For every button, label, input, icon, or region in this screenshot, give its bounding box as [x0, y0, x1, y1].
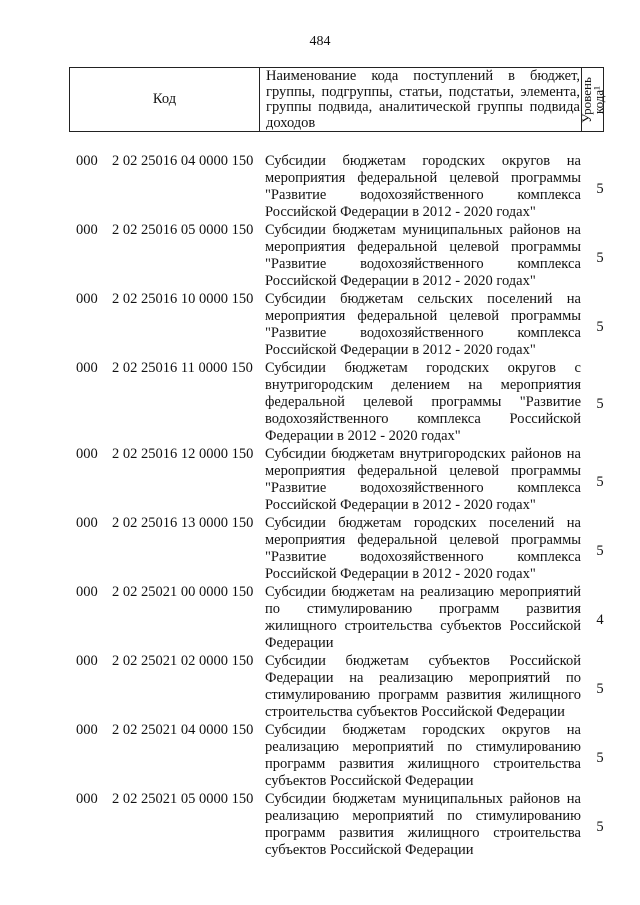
table-row: [0, 222, 640, 291]
table-row: [0, 360, 640, 446]
admin-code: 000: [76, 653, 98, 669]
admin-code: 000: [76, 584, 98, 600]
revenue-code: 2 02 25016 05 0000 150: [112, 222, 254, 238]
header-name-label: Наименование кода поступлений в бюджет, группы, подгруппы, статьи, подстатьи, элемента, группы подвида, аналитической группы подвида доходов: [266, 68, 580, 131]
code-level: 5: [596, 818, 604, 835]
revenue-name: Субсидии бюджетам городских округов с внутригородским делением на мероприятия федеральной целевой программы "Развитие водохозяйственного комплекса Российской Федерации в 2012 - 2020 годах": [265, 360, 581, 444]
revenue-name: Субсидии бюджетам на реализацию мероприятий по стимулированию программ развития жилищного строительства субъектов Российской Федерации: [265, 584, 581, 651]
table-row: [0, 291, 640, 360]
header-code-label: Код: [70, 68, 260, 131]
table-row: [0, 446, 640, 515]
revenue-name: Субсидии бюджетам внутригородских районов на мероприятия федеральной целевой программы "Развитие водохозяйственного комплекса Российской Федерации в 2012 - 2020 годах": [265, 446, 581, 513]
code-level: 5: [596, 396, 604, 413]
revenue-name: Субсидии бюджетам субъектов Российской Федерации на реализацию мероприятий по стимулированию программ развития жилищного строительства субъектов Российской Федерации: [265, 653, 581, 720]
code-level: 5: [596, 749, 604, 766]
admin-code: 000: [76, 515, 98, 531]
admin-code: 000: [76, 791, 98, 807]
revenue-code: 2 02 25016 10 0000 150: [112, 291, 254, 307]
admin-code: 000: [76, 722, 98, 738]
revenue-code: 2 02 25016 11 0000 150: [112, 360, 253, 376]
revenue-name: Субсидии бюджетам муниципальных районов на мероприятия федеральной целевой программы "Развитие водохозяйственного комплекса Российской Федерации в 2012 - 2020 годах": [265, 222, 581, 289]
revenue-code: 2 02 25021 04 0000 150: [112, 722, 254, 738]
revenue-name: Субсидии бюджетам городских округов на реализацию мероприятий по стимулированию программ развития жилищного строительства субъектов Российской Федерации: [265, 722, 581, 789]
code-level: 5: [596, 680, 604, 697]
table-row: [0, 722, 640, 791]
code-level: 5: [596, 473, 604, 490]
revenue-code: 2 02 25021 02 0000 150: [112, 653, 254, 669]
code-level: 5: [596, 249, 604, 266]
revenue-name: Субсидии бюджетам муниципальных районов на реализацию мероприятий по стимулированию программ развития жилищного строительства субъектов Российской Федерации: [265, 791, 581, 858]
table-header: [69, 67, 604, 132]
page-number: 484: [309, 34, 331, 49]
table-row: [0, 584, 640, 653]
revenue-name: Субсидии бюджетам городских поселений на мероприятия федеральной целевой программы "Развитие водохозяйственного комплекса Российской Федерации в 2012 - 2020 годах": [265, 515, 581, 582]
revenue-code: 2 02 25021 00 0000 150: [112, 584, 254, 600]
admin-code: 000: [76, 360, 98, 376]
table-row: [0, 791, 640, 860]
table-row: [0, 515, 640, 584]
revenue-code: 2 02 25016 12 0000 150: [112, 446, 254, 462]
code-level: 5: [596, 542, 604, 559]
table-body: [0, 153, 640, 860]
revenue-name: Субсидии бюджетам городских округов на мероприятия федеральной целевой программы "Развитие водохозяйственного комплекса Российской Федерации в 2012 - 2020 годах": [265, 153, 581, 220]
admin-code: 000: [76, 222, 98, 238]
admin-code: 000: [76, 291, 98, 307]
header-level-cell: [581, 68, 604, 131]
header-level-label: Уровень кода¹: [579, 76, 606, 123]
revenue-code: 2 02 25016 04 0000 150: [112, 153, 254, 169]
code-level: 5: [596, 180, 604, 197]
revenue-name: Субсидии бюджетам сельских поселений на мероприятия федеральной целевой программы "Развитие водохозяйственного комплекса Российской Федерации в 2012 - 2020 годах": [265, 291, 581, 358]
table-row: [0, 653, 640, 722]
revenue-code: 2 02 25021 05 0000 150: [112, 791, 254, 807]
admin-code: 000: [76, 446, 98, 462]
admin-code: 000: [76, 153, 98, 169]
table-row: [0, 153, 640, 222]
code-level: 5: [596, 318, 604, 335]
code-level: 4: [596, 611, 604, 628]
revenue-code: 2 02 25016 13 0000 150: [112, 515, 254, 531]
